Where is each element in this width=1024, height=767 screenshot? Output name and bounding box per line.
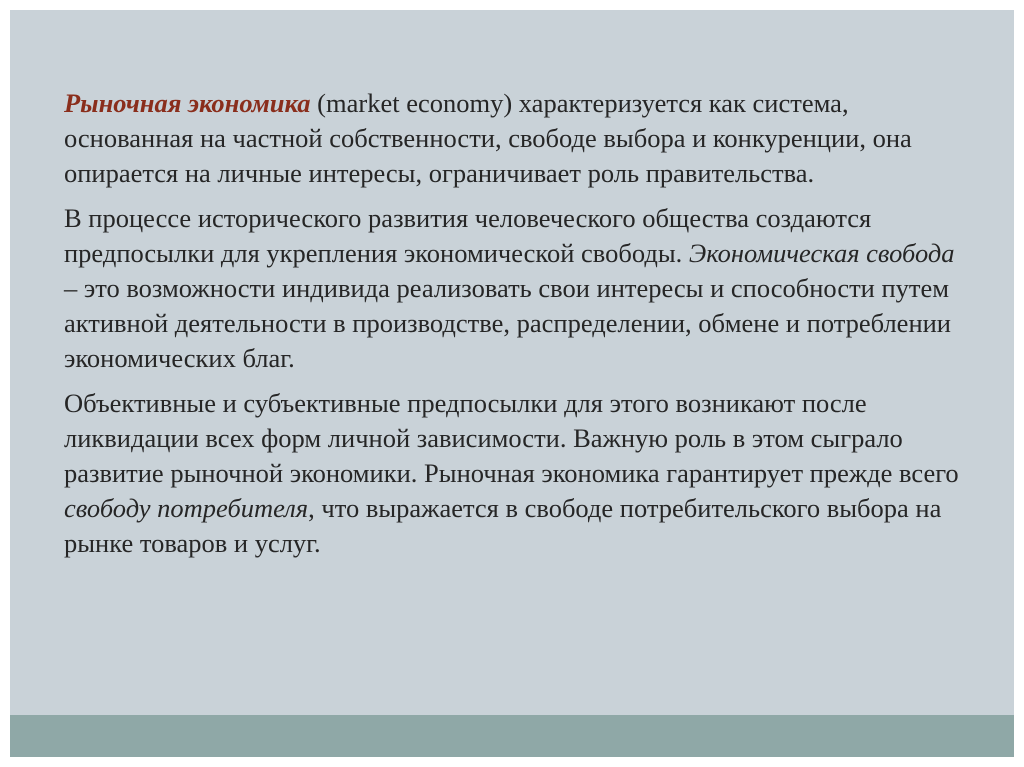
paragraph-text: Объективные и субъективные предпосылки для этого возникают после ликвидации всех форм личной зависимости. Важную роль в этом сыграло развитие рыночной экономики. Рыночная экономика гарантирует прежде всего	[64, 388, 959, 488]
paragraph-text: В процессе исторического развития человеческого общества создаются предпосылки для укрепления экономической свободы.	[64, 203, 872, 268]
paragraph-text: , что выражается в свободе потребительского выбора на рынке товаров и услуг.	[64, 493, 942, 558]
slide	[10, 10, 1014, 757]
term-consumer-freedom: свободу потребителя	[64, 493, 309, 523]
paragraph-text: (market economy) характеризуется как система, основанная на частной собственности, свободе выбора и конкуренции, она опирается на личные интересы, ограничивает роль правительства.	[64, 88, 912, 188]
paragraph-economic-freedom	[64, 201, 969, 376]
slide-body	[64, 86, 969, 571]
term-economic-freedom: Экономическая свобода	[688, 238, 955, 268]
paragraph-consumer-freedom	[64, 386, 969, 561]
paragraph-text: – это возможности индивида реализовать свои интересы и способности путем активной деятельности в производстве, распределении, обмене и потреблении экономических благ.	[64, 273, 951, 373]
footer-bar	[10, 715, 1014, 757]
term-market-economy: Рыночная экономика	[64, 88, 311, 118]
paragraph-market-economy	[64, 86, 969, 191]
